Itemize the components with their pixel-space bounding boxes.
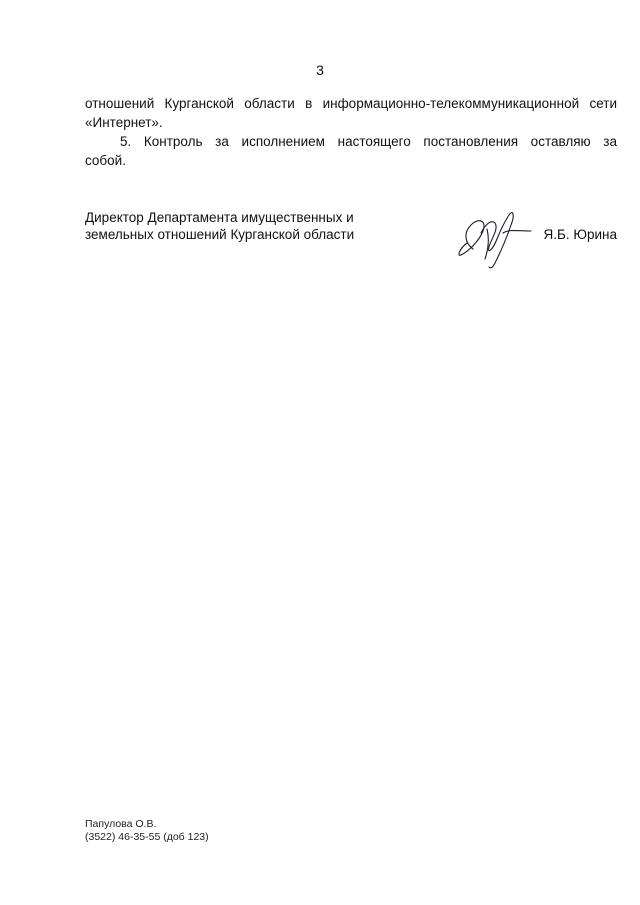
page-number: 3 [316,62,324,78]
handwritten-signature-icon [451,203,535,275]
signatory-title-line-1: Директор Департамента имущественных и [85,210,354,225]
body-line-1: отношений Курганской области в информационно-телекоммуникационной сети [85,96,617,111]
item-5-line-1: 5. Контроль за исполнением настоящего постановления оставляю за [120,134,617,149]
body-line-2: «Интернет». [85,115,163,130]
signature-block [85,209,617,279]
signatory-title [85,209,385,243]
executor-name: Папулова О.В. [85,818,157,830]
signatory-title-line-2: земельных отношений Курганской области [85,227,355,242]
executor-info [85,818,209,844]
signatory-name: Я.Б. Юрина [543,227,617,242]
document-body [85,94,617,170]
item-5-line-2: собой. [85,153,126,168]
executor-phone: (3522) 46-35-55 (доб 123) [85,831,209,843]
